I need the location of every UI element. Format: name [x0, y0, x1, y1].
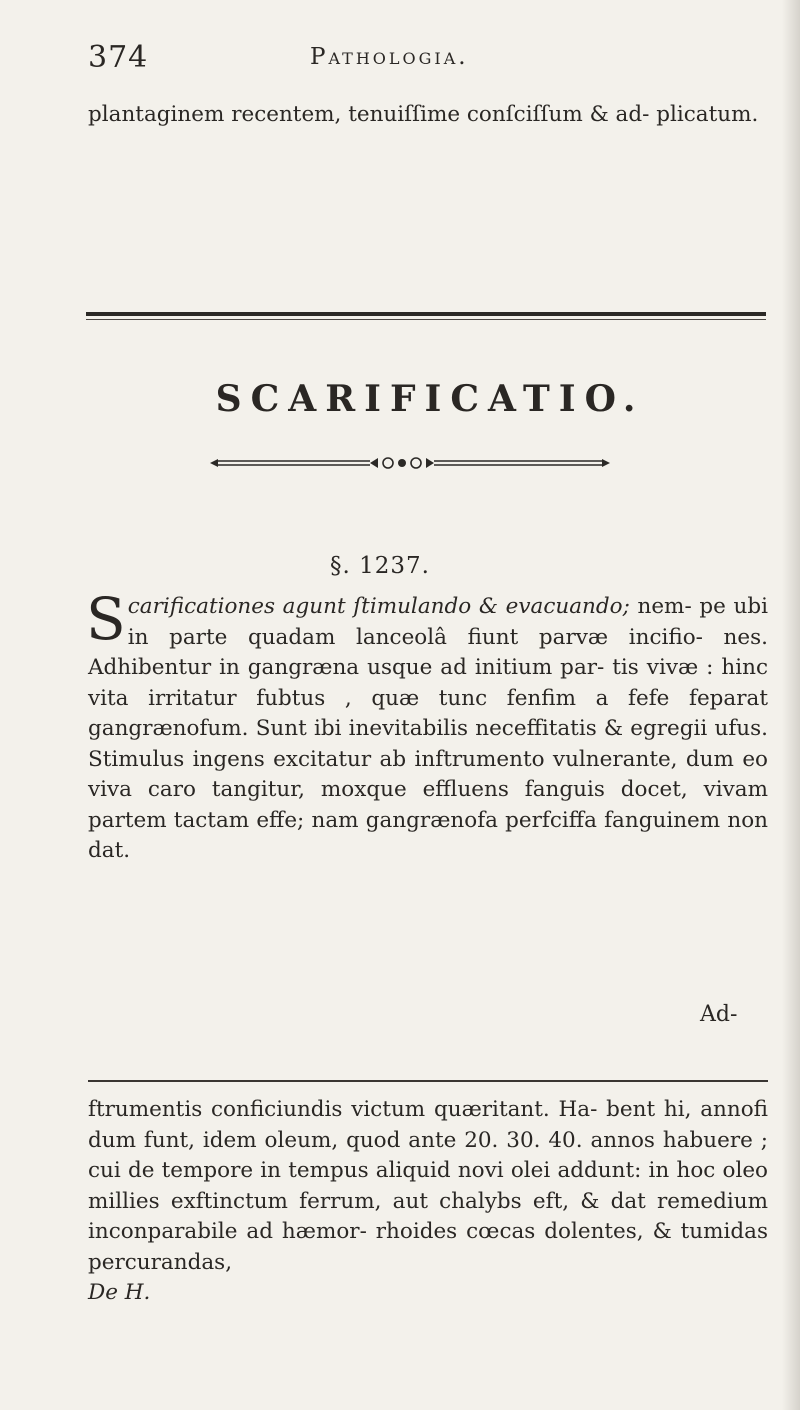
page-header	[88, 40, 768, 80]
main-paragraph	[86, 585, 768, 867]
running-head: Pathologia.	[310, 44, 469, 70]
section-rule-thin	[86, 319, 766, 320]
page-join-rule	[88, 1080, 768, 1082]
paragraph-number: §. 1237.	[330, 553, 430, 579]
continuation-body: ftrumentis conficiundis victum quæritant. Ha- bent hi, annofi dum funt, idem oleum, quod ante 20. 30. 40. annos habuere ; cui de tempore in tempus aliquid novi olei addunt: in hoc oleo millies exftinctum ferrum, aut chalybs eft, & dat remedium inconparabile ad hæmor- rhoides cœcas dolentes, & tumidas percurandas,	[88, 1097, 768, 1275]
lead-italic-phrase: carificationes agunt ſtimulando & evacuando;	[127, 594, 630, 619]
ornament-divider	[210, 452, 610, 474]
section-title: SCARIFICATIO.	[215, 378, 645, 420]
page-edge-shadow	[782, 0, 800, 1410]
catchword: Ad-	[700, 1002, 738, 1027]
drop-capital: S	[86, 585, 126, 653]
intro-paragraph: plantaginem recentem, tenuiſſime conſciſſum & ad- plicatum.	[88, 102, 759, 127]
paragraph-body: nem- pe ubi in parte quadam lanceolâ fiunt parvæ incifio- nes. Adhibentur in gangræna usque ad initium par- tis vivæ : hinc vita irritatur fubtus , quæ tunc fenfim a fefe feparat gangrænofum. Sunt ibi inevitabilis neceffitatis & egregii ufus. Stimulus ingens excitatur ab inftrumento vulnerante, dum eo viva caro tangitur, moxque effluens fanguis docet, vivam partem tactam effe; nam gangrænofa perfciffa fanguinem non dat.	[88, 594, 768, 863]
end-catchword: De H.	[88, 1280, 151, 1305]
continuation-paragraph	[88, 1095, 768, 1309]
page-number: 374	[88, 40, 149, 75]
section-rule-thick	[86, 312, 766, 316]
